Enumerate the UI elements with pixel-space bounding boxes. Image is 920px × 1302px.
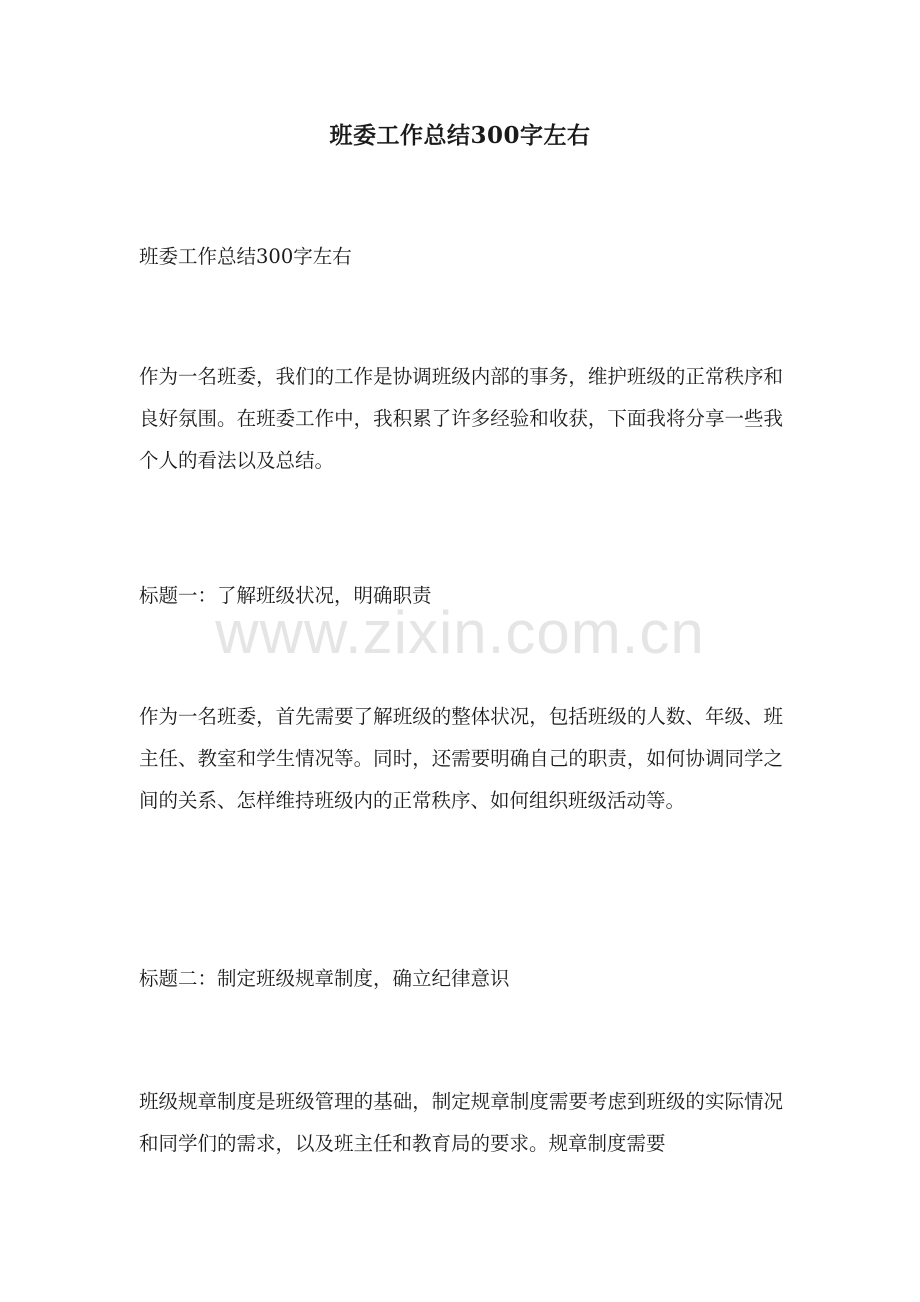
paragraph-section-1: 作为一名班委，首先需要了解班级的整体状况，包括班级的人数、年级、班主任、教室和学生情况等。同时，还需要明确自己的职责，如何协调同学之间的关系、怎样维持班级内的正常秩序、如何组织班级活动等。 [139,705,783,812]
document-title: 班委工作总结300字左右 [329,122,591,149]
document-subtitle: 班委工作总结300字左右 [139,245,352,268]
section-heading-2: 标题二：制定班级规章制度，确立纪律意识 [139,967,510,990]
paragraph-intro: 作为一名班委，我们的工作是协调班级内部的事务，维护班级的正常秩序和良好氛围。在班委工作中，我积累了许多经验和收获，下面我将分享一些我个人的看法以及总结。 [139,365,783,472]
section-heading-1: 标题一：了解班级状况，明确职责 [139,584,432,607]
watermark: www.zixin.com.cn [215,599,705,666]
paragraph-section-2: 班级规章制度是班级管理的基础，制定规章制度需要考虑到班级的实际情况和同学们的需求，以及班主任和教育局的要求。规章制度需要 [139,1090,783,1155]
